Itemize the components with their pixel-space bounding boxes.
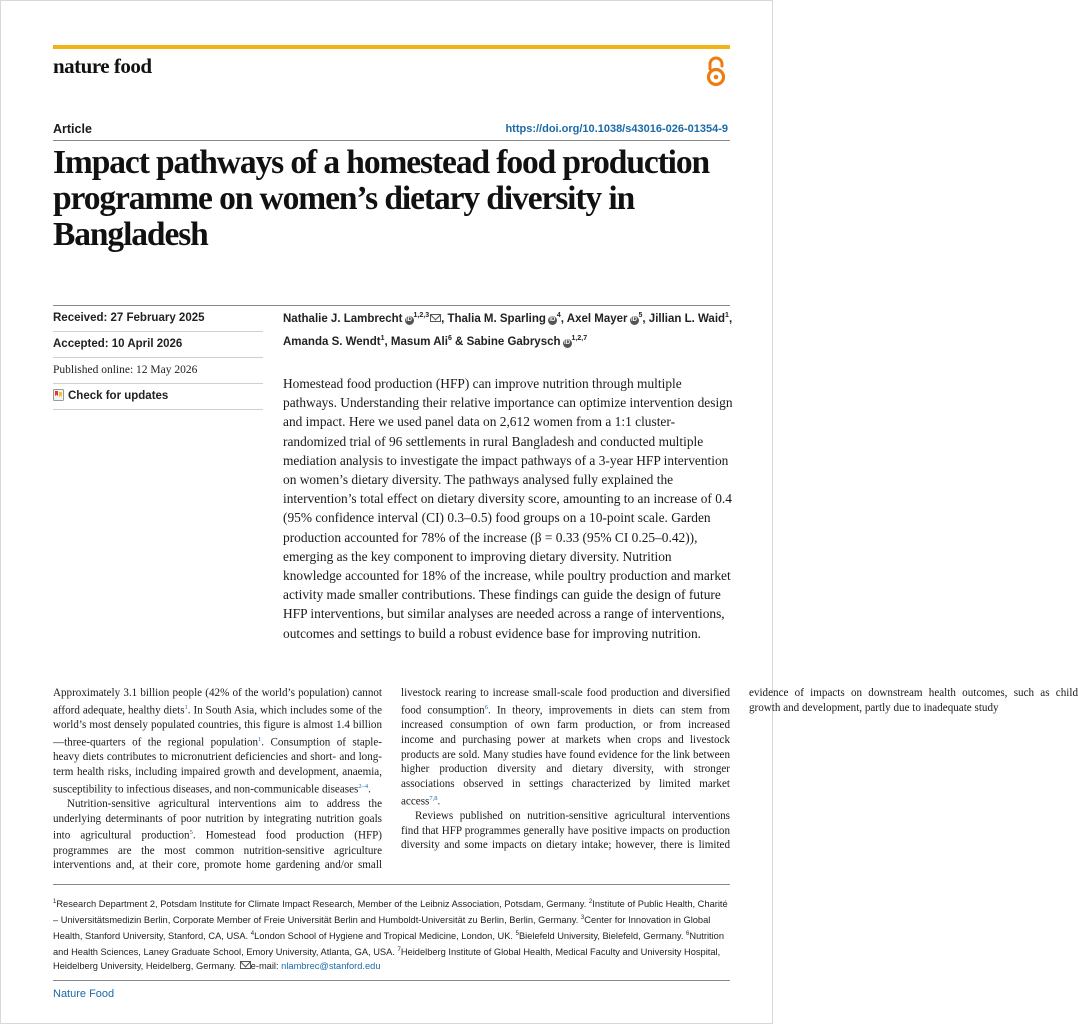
affiliation-text: Heidelberg Institute of Global Health, Medical Faculty and University Hospital, Heidelberg University, Heidelberg, Germany. — [53, 947, 721, 971]
author-affiliation: 6 — [447, 334, 452, 342]
orcid-icon[interactable]: iD — [564, 339, 571, 346]
author-name: Sabine Gabrysch — [466, 335, 561, 348]
citation-ref[interactable]: 2–4 — [358, 782, 369, 790]
citation-ref[interactable]: 7,8 — [429, 794, 438, 802]
citation-ref[interactable]: 5 — [189, 829, 193, 837]
author-affiliation: 1 — [380, 334, 385, 342]
article-type: Article — [53, 122, 92, 136]
author-name: Axel Mayer — [566, 312, 628, 325]
orcid-icon[interactable]: iD — [549, 316, 556, 323]
footer-rule — [53, 980, 730, 981]
author-affiliation: 4 — [556, 312, 561, 319]
affiliation-number: 2 — [588, 899, 593, 905]
affiliation-text: London School of Hygiene and Tropical Medicine, London, UK. — [254, 931, 516, 942]
orcid-icon[interactable]: iD — [631, 316, 637, 323]
author-name: Jillian L. Waid — [648, 312, 726, 325]
author-list: Nathalie J. Lambrecht iD$^{1,2,3}$ , Thalia M. Sparling $iD^4$, Axel Mayer $iD^5$, Jillian L. Waid$^1$, Amanda S. Wendt$^1$, Masum Ali$^6$ & Sabine Gabrysch iD$^{1,2,7}$ — [283, 312, 733, 348]
body-text-run: Reviews published on nutrition-sensitive agricultural interventions find that HFP programmes generally have positive impacts on production diversity and some impacts on dietary intake; however, there is limited evidence of impacts on downstream health outcomes, such as child growth and development, partly due to inadequate study — [401, 687, 1078, 852]
publication-dates — [53, 306, 263, 410]
affiliation-number: 7 — [397, 947, 401, 953]
citation-ref[interactable]: 6 — [484, 703, 488, 711]
affiliation-number: 6 — [686, 931, 690, 937]
check-updates-icon — [53, 389, 64, 401]
affiliation-number: 1 — [53, 899, 57, 905]
affiliation-text: Institute of Public Health, Charité – Universitätsmedizin Berlin, Corporate Member of Freie Universität Berlin and Humboldt-Universität zu Berlin, Berlin, Germany. — [53, 899, 728, 926]
affiliation-text: Research Department 2, Potsdam Institute for Climate Impact Research, Member of the Leibniz Association, Potsdam, Germany. — [56, 899, 589, 910]
affiliation-number: 4 — [250, 931, 255, 937]
orcid-icon[interactable]: iD — [406, 316, 413, 323]
article-title: Impact pathways of a homestead food production programme on women’s dietary diversity in Bangladesh — [53, 144, 710, 253]
check-updates-button[interactable] — [53, 384, 263, 410]
abstract — [283, 374, 733, 643]
body-text-run: Nutrition-sensitive agricultural interventions aim to address the underlying determinants of poor nutrition by integrating nutrition goals into agricultural production — [53, 797, 382, 843]
journal-logo[interactable]: nature food — [53, 54, 152, 78]
received-date: Received: 27 February 2025 — [53, 306, 263, 332]
body-paragraph-1 — [53, 686, 382, 797]
author-name: Thalia M. Sparling — [447, 312, 546, 325]
author-name: Masum Ali — [390, 335, 448, 348]
affiliation-text: Center for Innovation in Global Health, Stanford University, Stanford, CA, USA. — [53, 915, 711, 942]
author-affiliation: 1,2,3 — [413, 312, 430, 319]
author-name: Nathalie J. Lambrecht — [283, 312, 403, 325]
email-icon — [240, 961, 251, 969]
author-affiliation: 1,2,7 — [571, 334, 588, 342]
affiliations — [53, 896, 733, 974]
published-date: Published online: 12 May 2026 — [53, 358, 263, 384]
body-text-run: . Homestead food production (HFP) programmes are the most common nutrition-sensitive agriculture interventions and, at their core, promote home gardening and/or small livestock rearing to increase small-scale food production and diversified food consumption — [53, 687, 730, 872]
body-text-run: . — [437, 795, 441, 808]
body-text-run: . In theory, improvements in diets can stem from increased consumption of own farm production, or from increased income and purchasing power at markets when crops and livestock products are sold. Many studies have found evidence for the link between higher production diversity and dietary diversity, with stronger associations observed in settings characterized by limited market access — [401, 704, 730, 808]
email-link[interactable]: nlambrec@stanford.edu — [281, 961, 381, 971]
citation-ref[interactable]: 1 — [184, 703, 188, 711]
author-affiliation: 1 — [725, 312, 729, 319]
journal-accent-bar — [53, 45, 730, 49]
abstract-text: Homestead food production (HFP) can improve nutrition through multiple pathways. Understanding their relative importance can optimize intervention design and impact. Here we used panel data on 2,612 women from a 1:1 cluster-randomized trial of 96 settlements in rural Bangladesh and conducted multiple mediation analysis to investigate the impact pathways of a 3-year HFP intervention on women’s dietary diversity. The pathways analysed fully explained the intervention’s total effect on dietary diversity score, amounting to an increase of 0.4 (95% confidence interval (CI) 0.3–0.5) food groups on a 10-point scale. Garden production accounted for 78% of the increase (β = 0.33 (95% CI 0.25–0.42)), emerging as the key component to improving dietary diversity. Nutrition knowledge accounted for 18% of the increase, while poultry production and market activity made smaller contributions. These findings can guide the design of future HFP interventions, but similar analyses are needed across a range of interventions, outcomes and settings to build a robust evidence base for improving nutrition. — [283, 376, 733, 641]
body-text — [53, 686, 1078, 878]
footnote-rule — [53, 884, 730, 885]
check-updates-label: Check for updates — [68, 390, 169, 402]
doi-link[interactable]: https://doi.org/10.1038/s43016-026-01354-9 — [505, 123, 728, 135]
body-text-run: . Consumption of staple-heavy diets contributes to micronutrient deficiencies and short- and long-term health risks, including impaired growth and development, anaemia, susceptibility to infectious diseases, and non-communicable diseases — [53, 736, 382, 796]
author-affiliation: 5 — [638, 312, 643, 319]
body-text-run: Approximately 3.1 billion people (42% of the world’s population) cannot afford adequate, healthy diets — [53, 687, 382, 717]
affiliation-number: 3 — [580, 915, 585, 921]
author-name: Amanda S. Wendt — [283, 335, 381, 348]
open-access-icon[interactable] — [704, 56, 728, 88]
affiliation-number: 5 — [515, 931, 519, 937]
email-icon — [430, 314, 441, 322]
affiliation-text: Nutrition and Health Sciences, Laney Graduate School, Emory University, Atlanta, GA, USA. — [53, 931, 724, 958]
body-text-run: . — [368, 783, 371, 796]
footer-journal-name[interactable]: Nature Food — [53, 988, 115, 1000]
citation-ref[interactable]: 1 — [258, 735, 262, 743]
affiliation-text: e-mail: — [250, 961, 282, 971]
accepted-date: Accepted: 10 April 2026 — [53, 332, 263, 358]
header-rule — [53, 140, 730, 141]
body-text-run: . In South Asia, which includes some of the world’s most densely populated countries, this figure is almost 1.4 billion—three-quarters of the regional population — [53, 704, 382, 749]
affiliation-text: Bielefeld University, Bielefeld, Germany. — [518, 931, 687, 942]
